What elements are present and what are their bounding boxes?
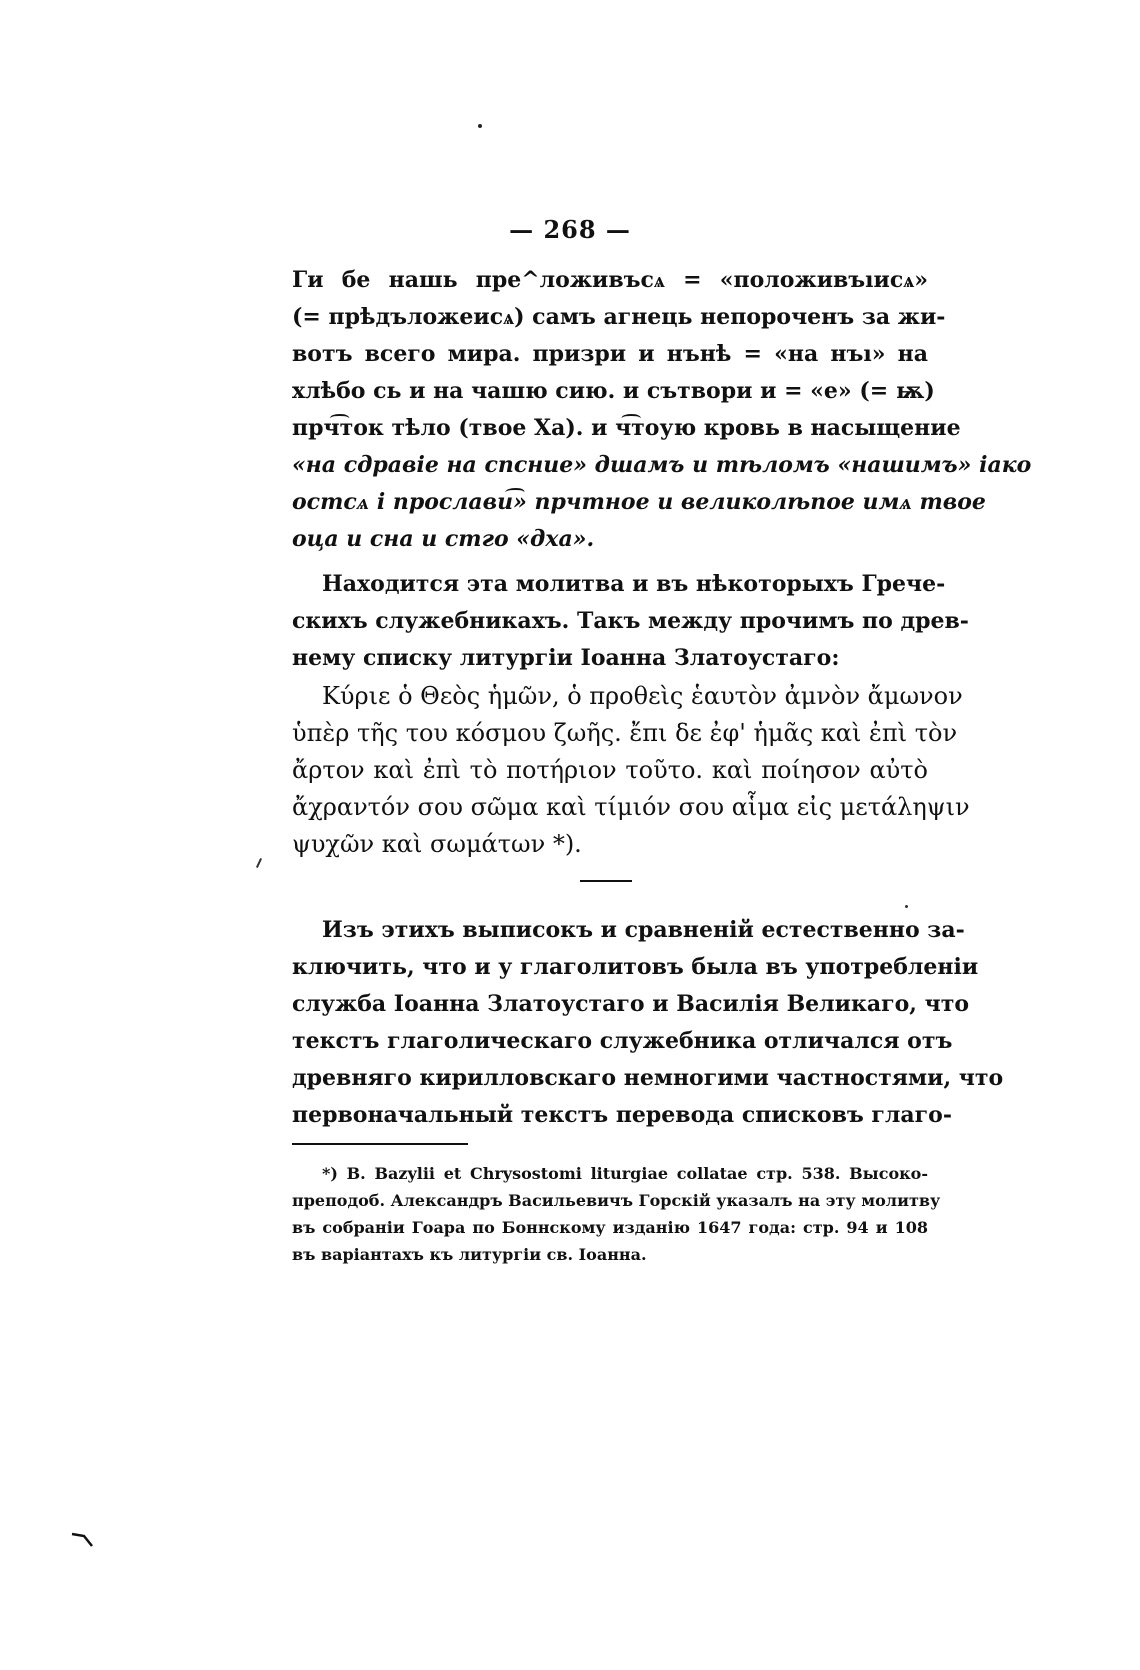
greek-quote bbox=[292, 678, 970, 863]
text-line: ψυχῶν καὶ σωμάτων *). bbox=[292, 830, 582, 858]
footnote-line: *) B. Bazylii et Chrysostomi liturgiae collatae стр. 538. Высоко- bbox=[322, 1164, 928, 1183]
stray-mark bbox=[256, 858, 262, 868]
text-line: «на сдравіе на спсние» дшамъ и тѣломъ «нашимъ» іако bbox=[292, 452, 1032, 478]
page-number: — 268 — bbox=[509, 215, 631, 244]
text-line: служба Іоанна Златоустаго и Василія Великаго, что bbox=[292, 991, 970, 1017]
text-line: (= прѣдъложеисѧ) самъ агнець непороченъ за жи- bbox=[292, 304, 946, 330]
text-line: Ги бе нашь пре^ложивъсѧ = «положивъıисѧ» bbox=[292, 267, 928, 293]
corner-scan-mark bbox=[70, 1530, 94, 1550]
text-line: скихъ служебникахъ. Такъ между прочимъ по древ- bbox=[292, 608, 969, 634]
section-divider bbox=[580, 880, 632, 882]
text-line: первоначальный текстъ перевода списковъ глаго- bbox=[292, 1102, 952, 1128]
text-line: текстъ глаголическаго служебника отличался отъ bbox=[292, 1028, 953, 1054]
text-line: Находится эта молитва и въ нѣкоторыхъ Грече- bbox=[322, 571, 946, 597]
text-line: ἄρτον καὶ ἐπὶ τὸ ποτήριον τοῦτο. καὶ ποίησον αὐτὸ bbox=[292, 756, 928, 784]
prayer-text bbox=[292, 262, 1032, 558]
text-line: остсѧ і прослави͡» прчтное и великолѣпое имѧ твое bbox=[292, 489, 986, 515]
stray-mark bbox=[905, 905, 908, 908]
text-line: Κύριε ὁ Θεὸς ἡμῶν, ὁ προθεὶς ἑαυτὸν ἀμνὸν ἄμωνον bbox=[322, 682, 963, 710]
text-line: нему списку литургіи Іоанна Златоустаго: bbox=[292, 645, 840, 671]
text-line: древняго кирилловскаго немногими частностями, что bbox=[292, 1065, 1004, 1091]
text-line: хлѣбо сь и на чашю сию. и сътвори и = «е» (= ѭ) bbox=[292, 378, 935, 404]
paragraph bbox=[292, 912, 1004, 1134]
text-line: Изъ этихъ выписокъ и сравненій естественно за- bbox=[322, 917, 965, 943]
footnote-line: въ собраніи Гоара по Боннскому изданію 1647 года: стр. 94 и 108 bbox=[292, 1218, 928, 1237]
footnote-line: преподоб. Александръ Васильевичъ Горскій указалъ на эту молитву bbox=[292, 1191, 941, 1210]
text-line: ἄχραντόν σου σῶμα καὶ τίμιόν σου αἷμα εἰς μετάληψιν bbox=[292, 793, 970, 821]
text-line: ключить, что и у глаголитовъ была въ употребленіи bbox=[292, 954, 979, 980]
stray-dot bbox=[478, 124, 482, 128]
text-line: вотъ всего мира. призри и нънѣ = «на нъı» на bbox=[292, 341, 928, 367]
text-line: ὑπὲρ τῆς του κόσμου ζωῆς. ἔπι δε ἐφ' ἡμᾶς καὶ ἐπὶ τὸν bbox=[292, 719, 958, 747]
footnote bbox=[292, 1160, 941, 1268]
text-line: оца и сна и стго «дха». bbox=[292, 526, 595, 552]
text-line: прч͡ток тѣло (твое Ха). и ч͡тоую кровь в насыщение bbox=[292, 415, 961, 441]
footnote-divider bbox=[292, 1143, 468, 1145]
paragraph bbox=[292, 566, 969, 677]
footnote-line: въ варіантахъ къ литургіи св. Іоанна. bbox=[292, 1245, 647, 1264]
